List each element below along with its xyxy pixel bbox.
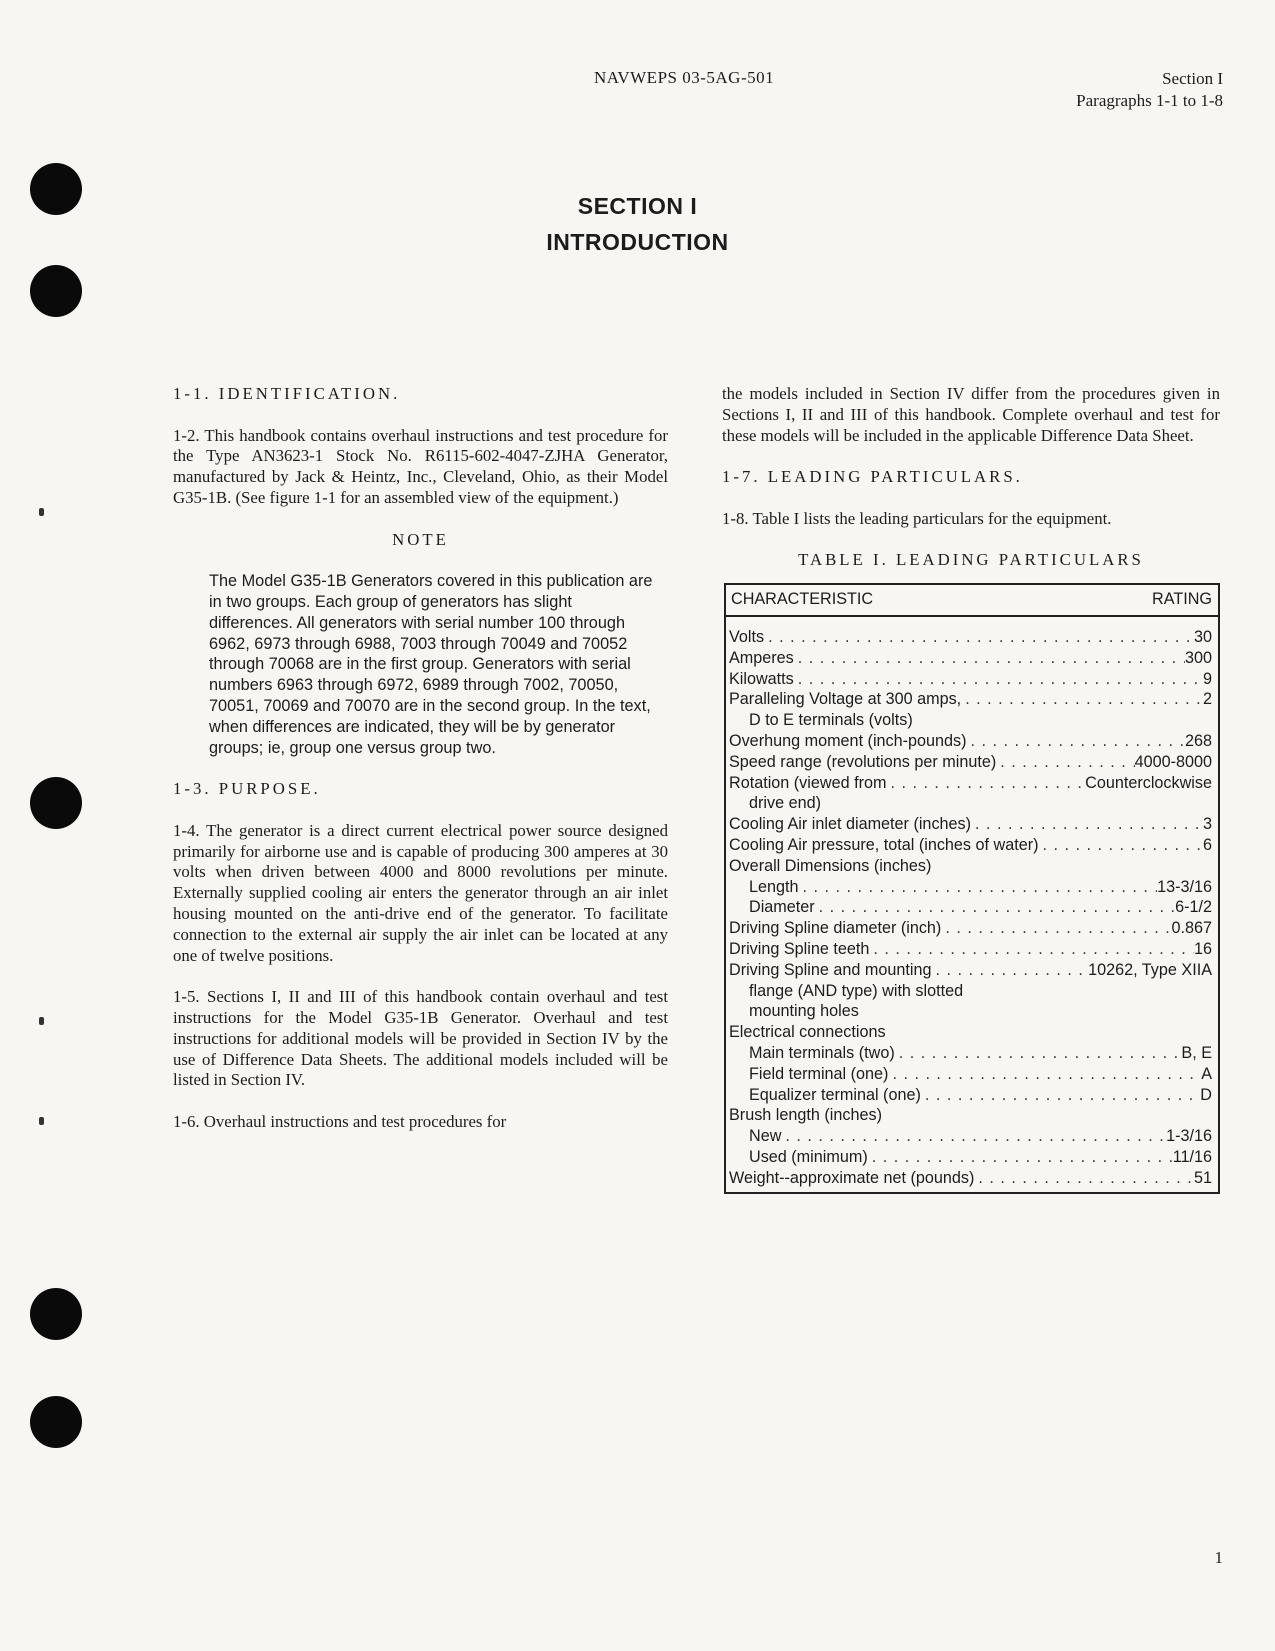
table-row	[729, 856, 1212, 877]
row-label: Rotation (viewed from	[729, 773, 887, 792]
heading-leading-particulars: 1-7. LEADING PARTICULARS.	[722, 467, 1023, 487]
table-row	[729, 731, 1212, 752]
row-label: Brush length (inches)	[729, 1106, 882, 1125]
punch-mark-1	[39, 508, 44, 516]
row-value: 300	[1184, 648, 1212, 667]
row-label: Overall Dimensions (inches)	[729, 856, 932, 875]
table-row	[729, 960, 1212, 981]
table-row	[729, 835, 1212, 856]
table-row	[729, 814, 1212, 835]
row-value: 0.867	[1171, 919, 1212, 938]
row-label: Main terminals (two)	[749, 1043, 895, 1062]
heading-identification: 1-1. IDENTIFICATION.	[173, 384, 401, 403]
row-label: Weight--approximate net (pounds)	[729, 1168, 975, 1187]
row-value: 1-3/16	[1166, 1127, 1212, 1146]
paragraph-1-5: 1-5. Sections I, II and III of this handbook contain overhaul and test instructions for the Model G35-1B Generator. Overhaul and test instructions for additional models will be provided in Section IV by the use of Difference Data Sheets. The additional models included will be listed in Section IV.	[173, 987, 668, 1090]
row-continuation: mounting holes	[749, 1002, 859, 1021]
row-label: Amperes	[729, 648, 794, 667]
row-label: Equalizer terminal (one)	[749, 1085, 921, 1104]
table-caption: TABLE I. LEADING PARTICULARS	[798, 550, 1144, 570]
row-value: 51	[1193, 1168, 1212, 1187]
row-value: 13-3/16	[1157, 877, 1212, 896]
section-label: Section I	[1162, 69, 1223, 88]
leading-particulars-table	[724, 583, 1220, 1194]
table-row	[729, 752, 1212, 773]
table-row	[729, 648, 1212, 669]
row-label: Cooling Air inlet diameter (inches)	[729, 815, 972, 834]
section-title-number: SECTION I	[577, 193, 698, 219]
section-title-name: INTRODUCTION	[546, 229, 729, 255]
header-rating: RATING	[1152, 590, 1212, 609]
row-label: Speed range (revolutions per minute)	[729, 752, 997, 771]
row-value: D	[1200, 1085, 1212, 1104]
row-label: Electrical connections	[729, 1023, 886, 1042]
row-label: New	[749, 1127, 782, 1146]
row-value: 6-1/2	[1175, 898, 1212, 917]
row-continuation: flange (AND type) with slotted	[749, 981, 964, 1000]
row-label: Length	[749, 877, 799, 896]
right-column	[722, 384, 1220, 1194]
table-row	[729, 1064, 1212, 1085]
row-label: Kilowatts	[729, 669, 794, 688]
table-row	[729, 1147, 1212, 1168]
row-value: 30	[1193, 627, 1212, 646]
paragraph-1-8: 1-8. Table I lists the leading particulars for the equipment.	[722, 508, 1112, 528]
table-row	[729, 877, 1212, 898]
row-label: Cooling Air pressure, total (inches of water)	[729, 835, 1039, 854]
row-label: Overhung moment (inch-pounds)	[729, 731, 967, 750]
table-row	[729, 1126, 1212, 1147]
paragraph-1-2: 1-2. This handbook contains overhaul instructions and test procedure for the Type AN3623-1 Stock No. R6115-602-4047-ZJHA Generator, manufactured by Jack & Heintz, Inc., Cleveland, Ohio, as their Model G35-1B. (See figure 1-1 for an assembled view of the equipment.)	[173, 425, 668, 507]
table-row	[729, 1085, 1212, 1106]
binder-hole-4	[30, 1288, 82, 1340]
table-row	[729, 689, 1212, 710]
table-row	[729, 669, 1212, 690]
row-label: Driving Spline teeth	[729, 939, 870, 958]
paragraph-1-4: 1-4. The generator is a direct current electrical power source designed primarily for airborne use and is capable of producing 300 amperes at 30 volts when driven between 4000 and 8000 revolutions per minute. Externally supplied cooling air enters the generator through an air inlet housing mounted on the anti-drive end of the generator. To facilitate connection to the external air supply the air inlet can be located at any one of twelve positions.	[173, 820, 668, 965]
note-title: NOTE	[392, 529, 449, 549]
row-continuation: D to E terminals (volts)	[749, 711, 913, 730]
left-column	[173, 384, 668, 1153]
row-value: Counterclockwise	[1085, 773, 1212, 792]
row-value: 268	[1184, 731, 1212, 750]
binder-hole-3	[30, 777, 82, 829]
section-title	[0, 188, 1275, 260]
table-row	[729, 918, 1212, 939]
table-header	[726, 585, 1218, 617]
binder-hole-2	[30, 265, 82, 317]
document-number: NAVWEPS 03-5AG-501	[594, 68, 775, 87]
paragraph-range: Paragraphs 1-1 to 1-8	[1076, 91, 1223, 110]
row-value: 3	[1202, 815, 1212, 834]
row-value: 16	[1193, 939, 1212, 958]
row-value: B, E	[1181, 1043, 1212, 1062]
section-reference	[1076, 68, 1223, 112]
row-value: 6	[1202, 835, 1212, 854]
header-characteristic: CHARACTERISTIC	[731, 590, 874, 609]
row-continuation: drive end)	[749, 794, 821, 813]
heading-purpose: 1-3. PURPOSE.	[173, 779, 321, 799]
table-row	[729, 1105, 1212, 1126]
table-body	[726, 617, 1218, 1193]
row-label: Used (minimum)	[749, 1147, 868, 1166]
row-value: 4000-8000	[1134, 752, 1212, 771]
table-row	[729, 1043, 1212, 1064]
table-row	[729, 939, 1212, 960]
table-row	[729, 1022, 1212, 1043]
row-value: 2	[1202, 690, 1212, 709]
punch-mark-3	[39, 1117, 44, 1125]
paragraph-1-6-continued: the models included in Section IV differ from the procedures given in Sections I, II and III of this handbook. Complete overhaul and test for these models will be included in the applicable Difference Data Sheet.	[722, 384, 1220, 445]
row-value: 9	[1202, 669, 1212, 688]
table-row	[729, 1168, 1212, 1189]
row-label: Driving Spline diameter (inch)	[729, 919, 942, 938]
table-row	[729, 627, 1212, 648]
row-label: Diameter	[749, 898, 815, 917]
paragraph-1-6-start: 1-6. Overhaul instructions and test procedures for	[173, 1111, 507, 1131]
row-value: A	[1201, 1064, 1212, 1083]
row-value: 10262, Type XIIA	[1088, 960, 1212, 979]
table-row	[729, 773, 1212, 794]
binder-hole-5	[30, 1396, 82, 1448]
note-body: The Model G35-1B Generators covered in this publication are in two groups. Each group of generators has slight differences. All generators with serial number 100 through 6962, 6973 through 6988, 7003 through 70049 and 70052 through 70068 are in the first group. Generators with serial numbers 6963 through 6972, 6989 through 7002, 70050, 70051, 70069 and 70070 are in the second group. In the text, when differences are indicated, they will be by generator groups; ie, group one versus group two.	[209, 572, 653, 757]
punch-mark-2	[39, 1017, 44, 1025]
table-row	[729, 897, 1212, 918]
row-label: Volts	[729, 627, 765, 646]
row-label: Paralleling Voltage at 300 amps,	[729, 690, 962, 709]
row-label: Driving Spline and mounting	[729, 960, 932, 979]
row-label: Field terminal (one)	[749, 1064, 889, 1083]
row-value: 11/16	[1172, 1147, 1212, 1166]
page-number: 1	[1214, 1548, 1223, 1567]
